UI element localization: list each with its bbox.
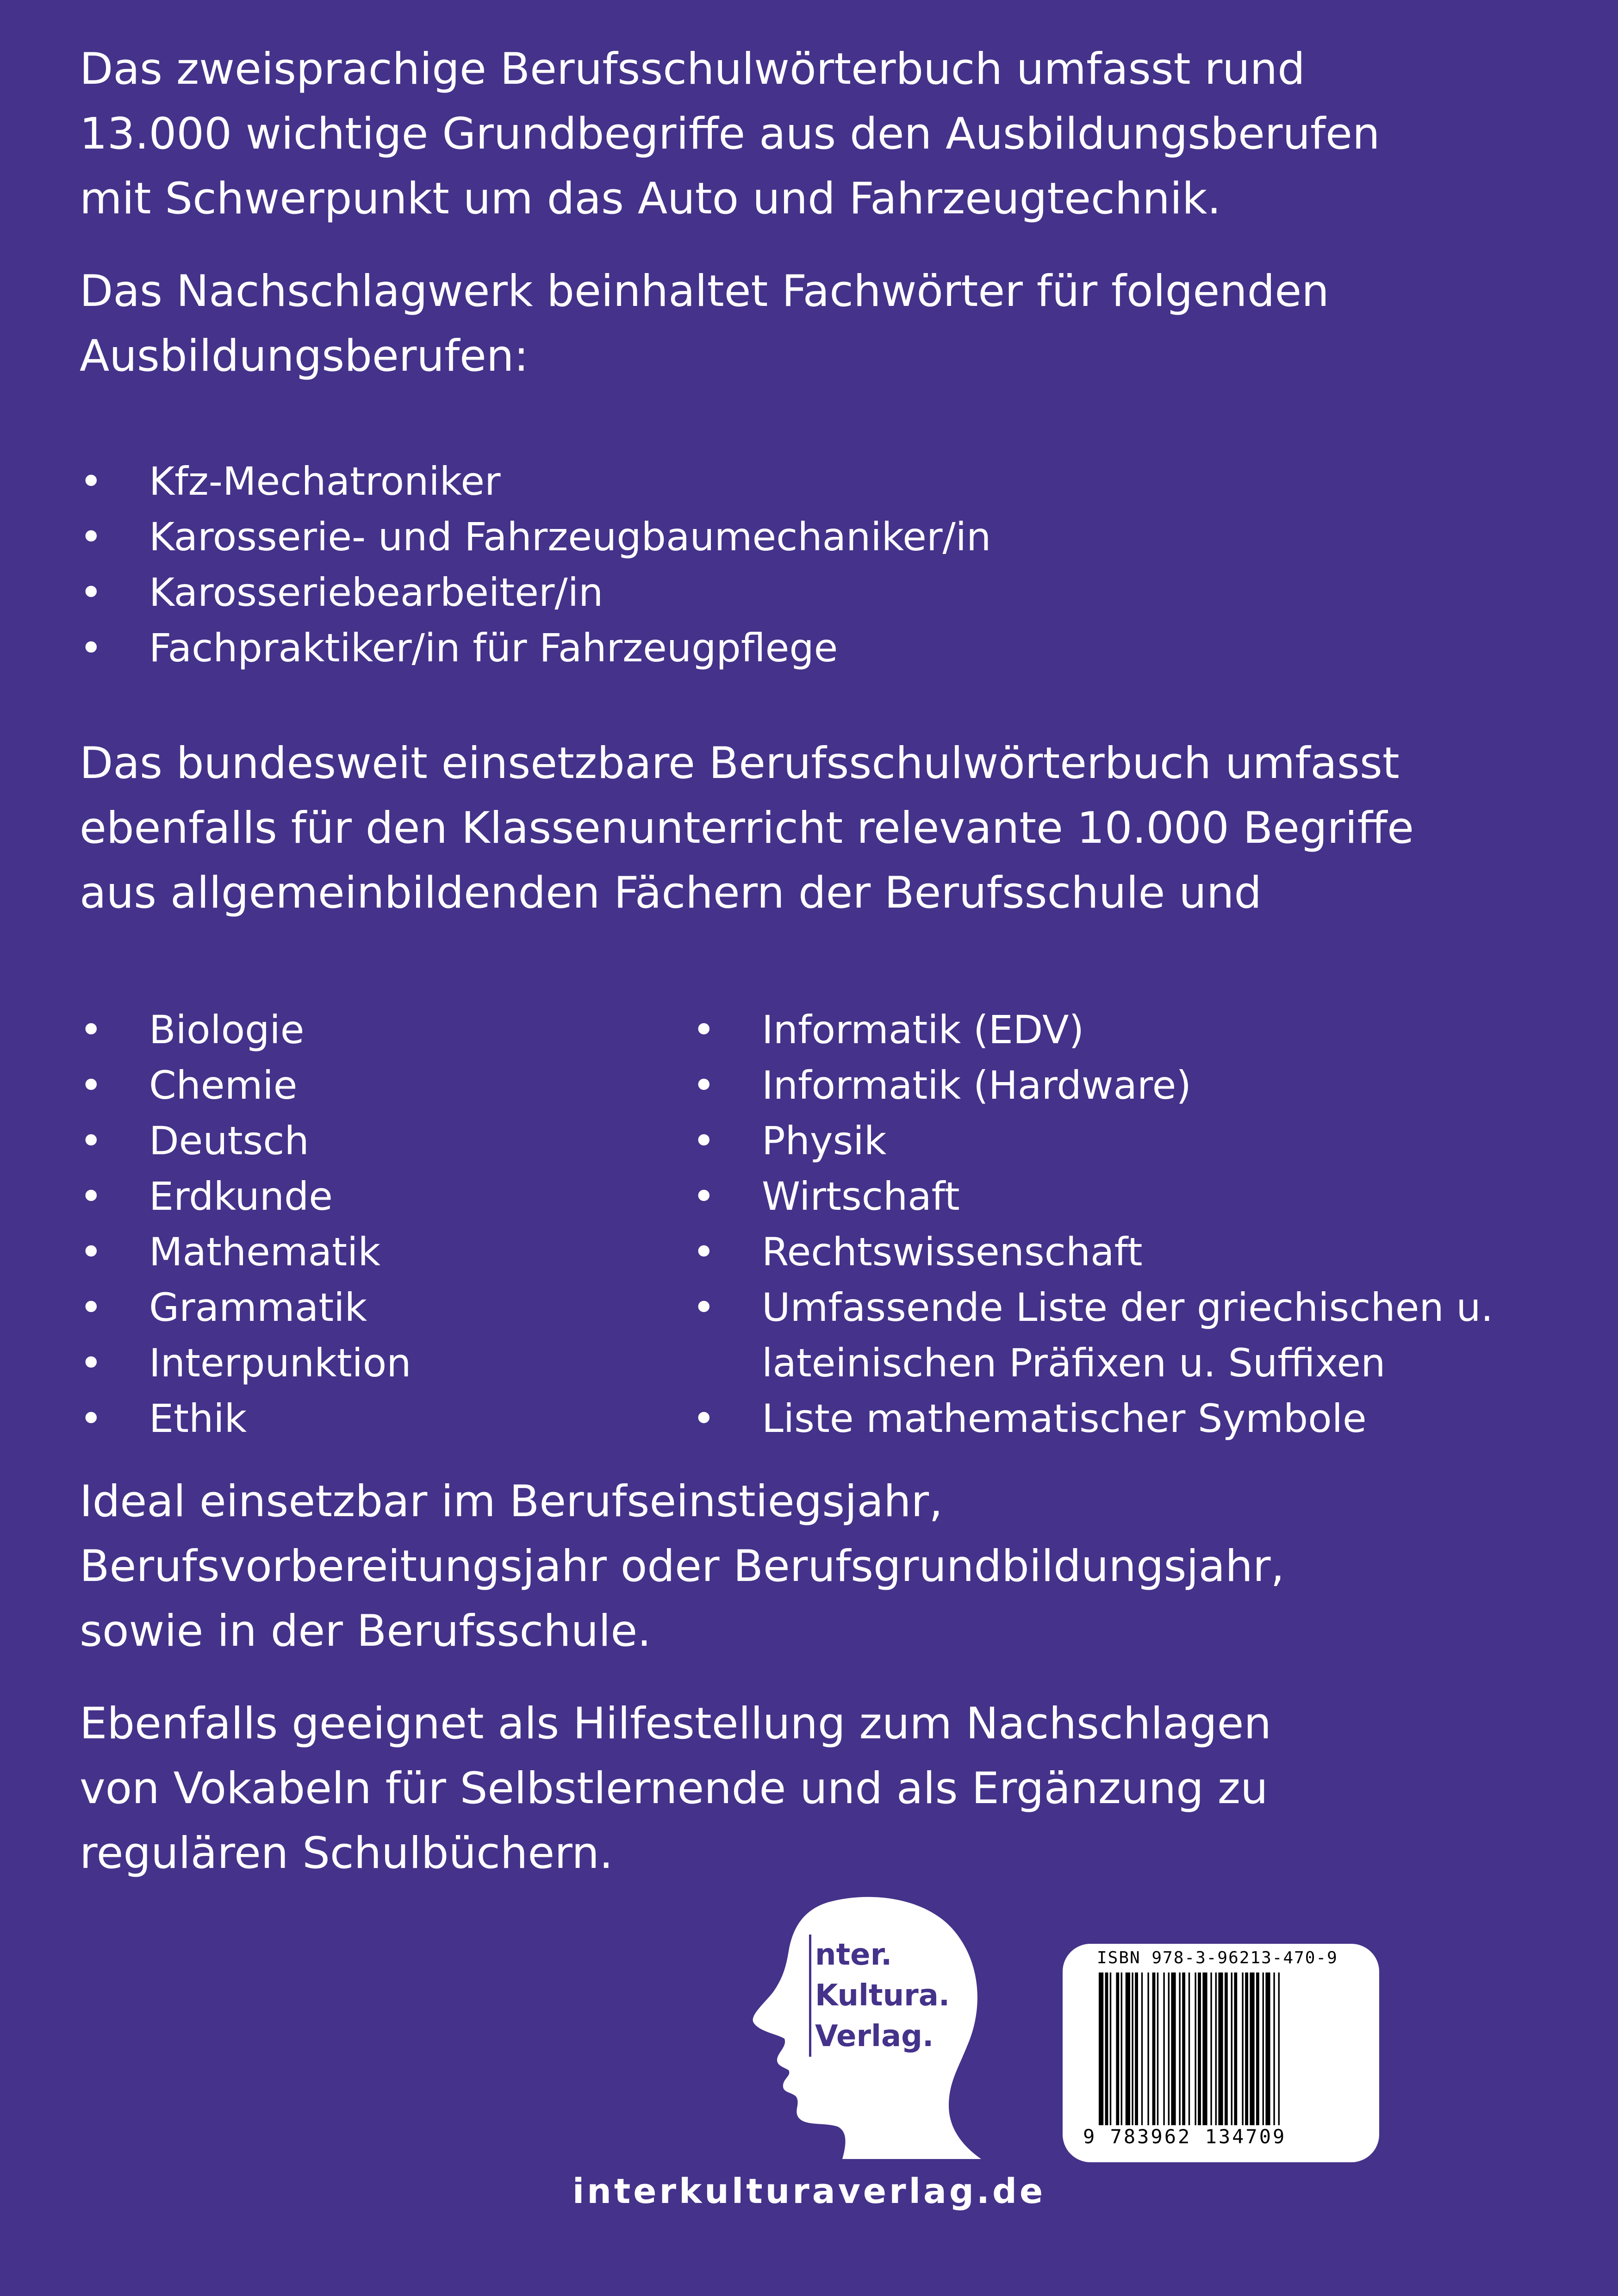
bullet-icon: • [692, 1007, 716, 1052]
nachschlag-line-1: Das Nachschlagwerk beinhaltet Fachwörter für folgenden [80, 266, 1329, 317]
bullet-icon: • [80, 514, 103, 560]
bullet-icon: • [692, 1396, 716, 1441]
isbn-label: ISBN 978-3-96213-470-9 [1097, 1948, 1338, 1967]
bullet-icon: • [80, 1340, 103, 1386]
intro-line-2: 13.000 wichtige Grundbegriffe aus den Ausbildungsberufen [80, 109, 1380, 159]
ideal-line-3: sowie in der Berufsschule. [80, 1606, 652, 1656]
intro-paragraph [80, 37, 1537, 231]
list-item: • Informatik (Hardware) [692, 1058, 1493, 1113]
logo-line-1: nter. [815, 1938, 892, 1972]
faecher-list-right [692, 1002, 1493, 1446]
list-item: • Grammatik [80, 1280, 411, 1335]
bullet-icon: • [80, 1396, 103, 1441]
ebenfalls-paragraph [80, 1692, 1537, 1886]
bullet-icon: • [692, 1118, 716, 1164]
bullet-icon: • [692, 1285, 716, 1330]
list-item: • Informatik (EDV) [692, 1002, 1493, 1058]
list-item: • Umfassende Liste der griechischen u. lateinischen Präfixen u. Suffixen [692, 1280, 1493, 1391]
bullet-icon: • [80, 1007, 103, 1052]
publisher-website[interactable]: interkulturaverlag.de [572, 2172, 1046, 2211]
bullet-icon: • [692, 1174, 716, 1219]
bundesweit-line-2: ebenfalls für den Klassenunterricht relevante 10.000 Begriffe [80, 803, 1414, 853]
list-item: • Deutsch [80, 1113, 411, 1169]
list-item: • Rechtswissenschaft [692, 1224, 1493, 1280]
publisher-logo-text [809, 1935, 950, 2057]
list-item: • Ethik [80, 1391, 411, 1446]
list-item: • Biologie [80, 1002, 411, 1058]
bullet-icon: • [692, 1063, 716, 1108]
ebenfalls-line-1: Ebenfalls geeignet als Hilfestellung zum Nachschlagen [80, 1699, 1272, 1749]
list-item: • Karosserie- und Fahrzeugbaumechaniker/in [80, 509, 991, 565]
bundesweit-paragraph [80, 731, 1537, 926]
bullet-icon: • [80, 1063, 103, 1108]
bullet-icon: • [80, 1229, 103, 1275]
bullet-icon: • [80, 570, 103, 615]
bullet-icon: • [80, 625, 103, 671]
list-item: • Liste mathematischer Symbole [692, 1391, 1493, 1446]
list-item: • Wirtschaft [692, 1169, 1493, 1224]
berufe-list [80, 454, 991, 676]
ideal-paragraph [80, 1469, 1537, 1664]
bullet-icon: • [80, 1285, 103, 1330]
ebenfalls-line-3: regulären Schulbüchern. [80, 1828, 613, 1879]
intro-line-1: Das zweisprachige Berufsschulwörterbuch umfasst rund [80, 44, 1305, 94]
faecher-list-left [80, 1002, 411, 1446]
list-item: • Erdkunde [80, 1169, 411, 1224]
list-item: • Interpunktion [80, 1335, 411, 1391]
list-item: • Fachpraktiker/in für Fahrzeugpflege [80, 620, 991, 676]
bullet-icon: • [692, 1229, 716, 1275]
ideal-line-1: Ideal einsetzbar im Berufseinstiegsjahr, [80, 1476, 943, 1527]
bullet-icon: • [80, 1118, 103, 1164]
ebenfalls-line-2: von Vokabeln für Selbstlernende und als Ergänzung zu [80, 1763, 1268, 1814]
nachschlag-line-2: Ausbildungsberufen: [80, 331, 529, 381]
list-item: • Physik [692, 1113, 1493, 1169]
logo-line-2: Kultura. [815, 1979, 950, 2013]
nachschlag-paragraph [80, 259, 1537, 389]
isbn-digits: 9 783962 134709 [1083, 2125, 1287, 2148]
barcode-icon [1097, 1972, 1347, 2125]
ideal-line-2: Berufsvorbereitungsjahr oder Berufsgrundbildungsjahr, [80, 1541, 1285, 1592]
bundesweit-line-1: Das bundesweit einsetzbare Berufsschulwörterbuch umfasst [80, 738, 1400, 789]
list-item: • Karosseriebearbeiter/in [80, 565, 991, 620]
logo-line-3: Verlag. [815, 2019, 934, 2053]
list-item: • Chemie [80, 1058, 411, 1113]
bullet-icon: • [80, 459, 103, 504]
list-item: • Kfz-Mechatroniker [80, 454, 991, 509]
intro-line-3: mit Schwerpunkt um das Auto und Fahrzeugtechnik. [80, 174, 1221, 224]
bundesweit-line-3: aus allgemeinbildenden Fächern der Berufsschule und [80, 868, 1262, 918]
bullet-icon: • [80, 1174, 103, 1219]
list-item: • Mathematik [80, 1224, 411, 1280]
